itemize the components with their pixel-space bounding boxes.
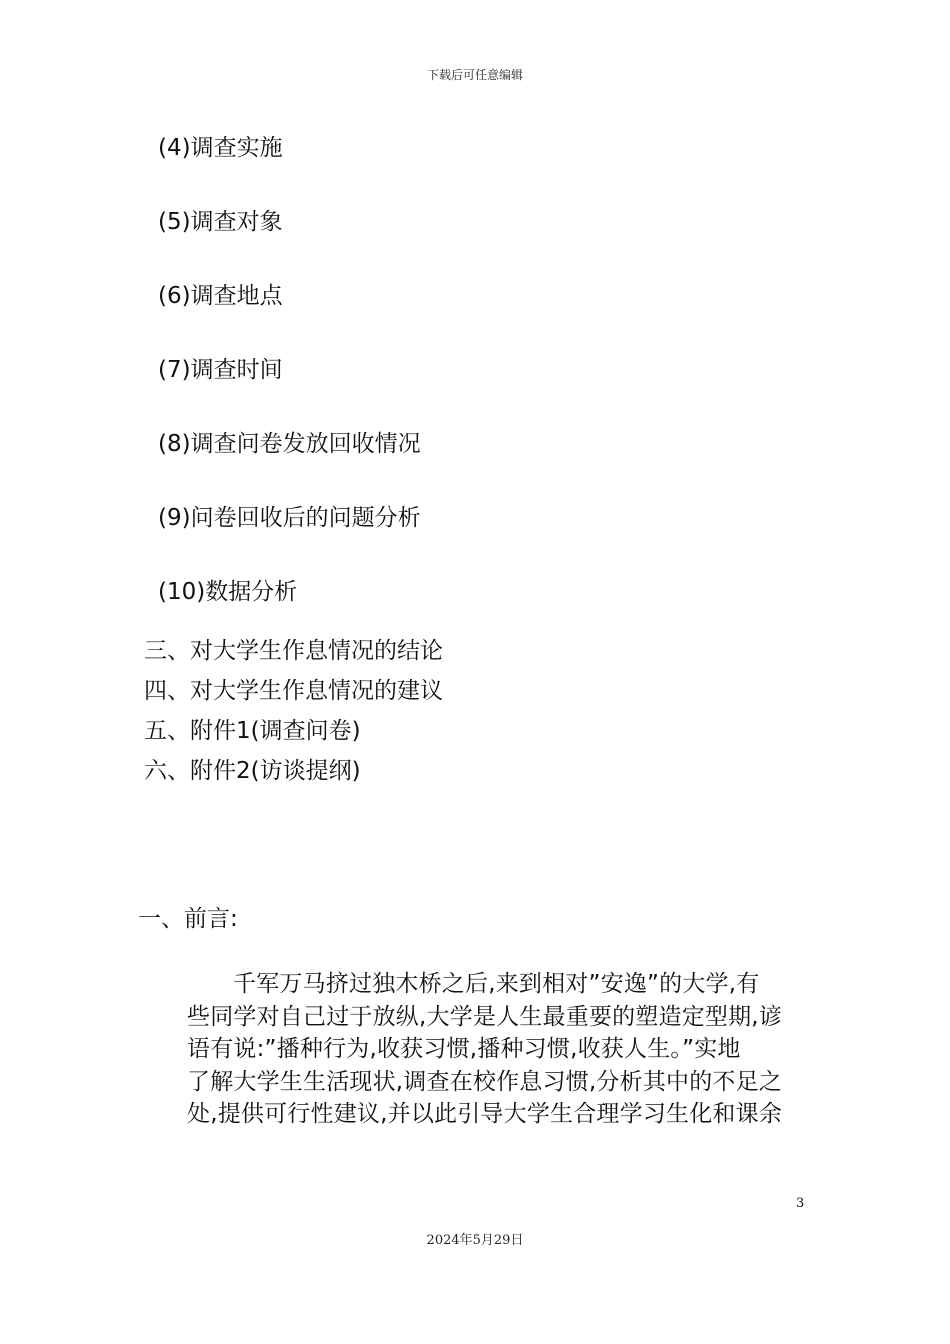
intro-heading: 一、前言: (138, 906, 238, 932)
section-suggestion: 四、对大学生作息情况的建议 (144, 678, 443, 704)
page-header: 下载后可任意编辑 (426, 68, 523, 82)
intro-line: 处,提供可行性建议,并以此引导大学生合理学习生化和课余 (187, 1101, 783, 1128)
section-attachment-1: 五、附件1(调查问卷) (144, 718, 361, 744)
toc-item-5: (5)调查对象 (158, 209, 283, 235)
toc-item-6: (6)调查地点 (158, 283, 283, 309)
section-attachment-2: 六、附件2(访谈提纲) (144, 758, 361, 784)
toc-item-9: (9)问卷回收后的问题分析 (158, 505, 421, 531)
intro-paragraph (187, 968, 812, 1131)
intro-line: 了解大学生生活现状,调查在校作息习惯,分析其中的不足之 (187, 1068, 783, 1095)
page-footer-date: 2024年5月29日 (426, 1233, 524, 1248)
intro-line: 语有说:”播种行为,收获习惯,播种习惯,收获人生。”实地 (187, 1036, 741, 1063)
toc-item-10: (10)数据分析 (158, 579, 298, 605)
intro-line: 千军万马挤过独木桥之后,来到相对”安逸”的大学,有 (233, 971, 760, 997)
intro-line: 些同学对自己过于放纵,大学是人生最重要的塑造定型期,谚 (187, 1003, 783, 1030)
toc-item-4: (4)调查实施 (158, 135, 283, 161)
toc-item-7: (7)调查时间 (158, 357, 283, 383)
toc-item-8: (8)调查问卷发放回收情况 (158, 431, 421, 457)
section-conclusion: 三、对大学生作息情况的结论 (144, 638, 443, 664)
page-number: 3 (796, 1196, 805, 1211)
